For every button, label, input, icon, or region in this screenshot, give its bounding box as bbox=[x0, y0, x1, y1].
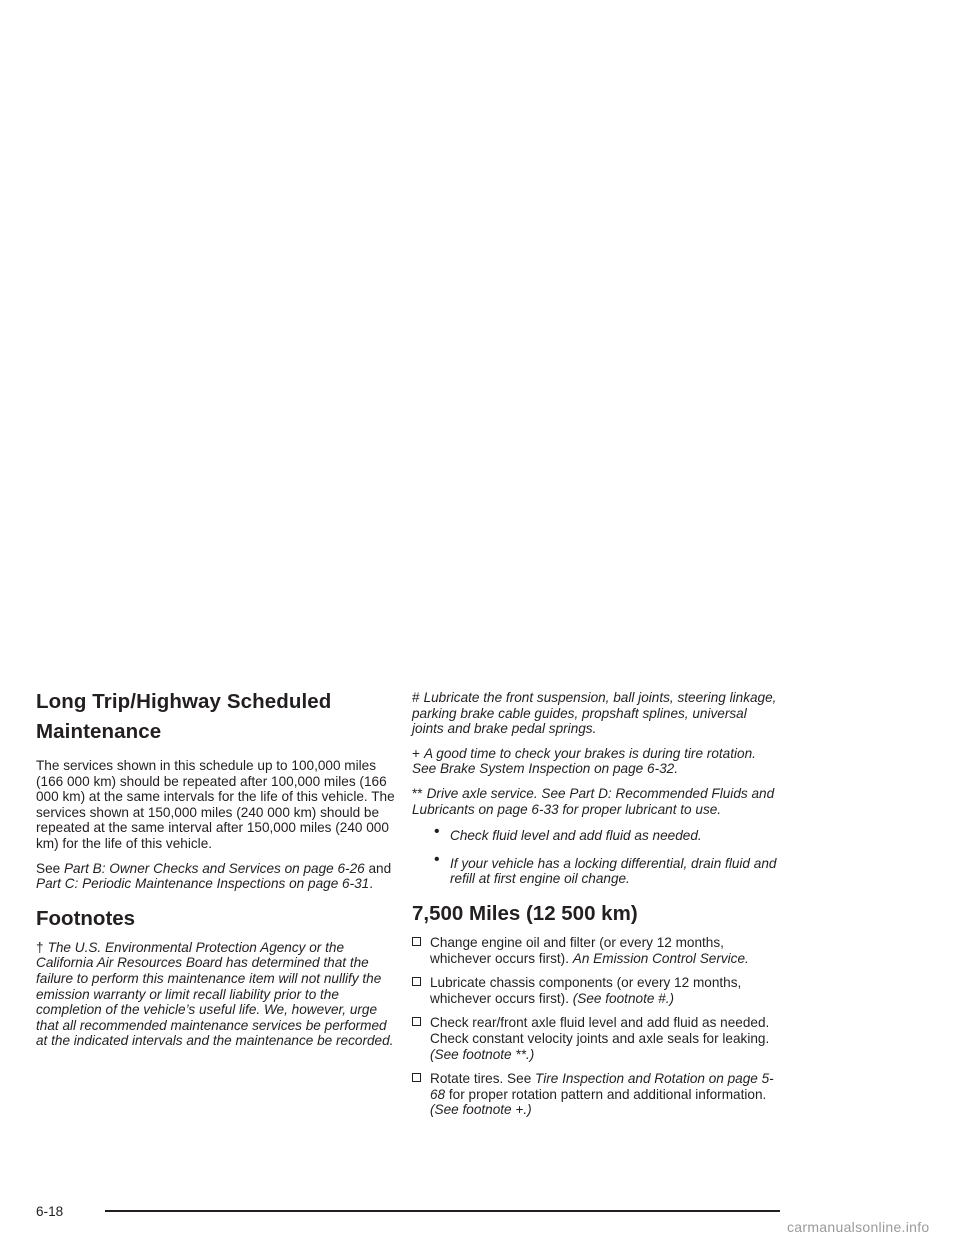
checklist-item bbox=[412, 935, 782, 966]
see-and: and bbox=[368, 860, 392, 876]
rotate-prefix: Rotate tires. See bbox=[430, 1071, 532, 1087]
hash-text: Lubricate the front suspension, ball joints, steering linkage, parking brake cable guides, propshaft splines, universal joints and brake pedal springs. bbox=[412, 690, 777, 737]
dagger-mark: † bbox=[36, 939, 44, 955]
checklist-item bbox=[412, 1015, 782, 1062]
rotate-note: (See footnote +.) bbox=[430, 1102, 532, 1118]
checkbox-icon bbox=[412, 937, 421, 946]
checklist-note: An Emission Control Service. bbox=[572, 950, 749, 966]
dagger-text: The U.S. Environmental Protection Agency or the California Air Resources Board has determined that the failure to perform this maintenance item will not nullify the emission warranty or limit recall liability prior to the completion of the vehicle’s useful life. We, however, urge that all recommended maintenance services be performed at the indicated intervals and the maintenance be recorded. bbox=[36, 939, 394, 1049]
hash-mark: # bbox=[412, 690, 420, 705]
interval-heading: 7,500 Miles (12 500 km) bbox=[412, 901, 638, 925]
checklist-text: Change engine oil and filter (or every 12 months, whichever occurs first). bbox=[430, 934, 724, 966]
footnote-double-star bbox=[412, 786, 782, 817]
checklist-note: (See footnote #.) bbox=[572, 990, 675, 1006]
see-end: . bbox=[369, 876, 374, 892]
checkbox-icon bbox=[412, 1073, 421, 1082]
periodic-inspections-link[interactable]: Part C: Periodic Maintenance Inspections on page 6-31 bbox=[36, 876, 370, 892]
footnote-dagger bbox=[36, 940, 398, 1049]
bullet-text: Check fluid level and add fluid as needed. bbox=[450, 828, 702, 844]
watermark: carmanualsonline.info bbox=[787, 1219, 930, 1235]
checklist-item bbox=[412, 1071, 782, 1118]
checklist-text: Check rear/front axle fluid level and add fluid as needed. Check constant velocity joints and axle seals for leaking. bbox=[430, 1015, 770, 1046]
see-prefix: See bbox=[36, 860, 61, 876]
right-column bbox=[412, 690, 782, 1127]
checklist-text: Lubricate chassis components (or every 12 months, whichever occurs first). bbox=[430, 975, 742, 1006]
checklist-item bbox=[412, 975, 782, 1006]
footnote-plus bbox=[412, 746, 782, 777]
bullet-icon: • bbox=[434, 823, 440, 841]
double-star-text: Drive axle service. See Part D: Recommended Fluids and Lubricants on page 6-33 for proper lubricant to use. bbox=[412, 785, 775, 817]
bullet-item bbox=[434, 823, 782, 844]
bullet-icon: • bbox=[434, 850, 440, 868]
checkbox-icon bbox=[412, 1017, 421, 1026]
checkbox-icon bbox=[412, 977, 421, 986]
bullet-item bbox=[434, 850, 782, 887]
footer-rule bbox=[105, 1210, 780, 1212]
tire-rotation-link[interactable]: Tire Inspection and Rotation on page 5-68 bbox=[430, 1071, 774, 1102]
checklist-note: (See footnote **.) bbox=[430, 1046, 535, 1062]
intro-paragraph: The services shown in this schedule up to 100,000 miles (166 000 km) should be repeated after 100,000 miles (166 000 km) at the same intervals for the life of this vehicle. The services shown at 150,000 miles (240 000 km) should be repeated at the same interval after 150,000 miles (240 000 km) for the life of this vehicle. bbox=[36, 758, 395, 851]
double-star-mark: ** bbox=[412, 785, 423, 801]
see-references bbox=[36, 861, 398, 892]
left-column bbox=[36, 687, 398, 1058]
bullet-text: If your vehicle has a locking differential, drain fluid and refill at first engine oil change. bbox=[450, 855, 777, 887]
owner-checks-link[interactable]: Part B: Owner Checks and Services on page 6-26 bbox=[63, 860, 365, 876]
footnotes-heading: Footnotes bbox=[36, 906, 136, 930]
rotate-middle: for proper rotation pattern and additional information. bbox=[448, 1086, 767, 1102]
footnote-hash bbox=[412, 690, 782, 737]
page-number: 6-18 bbox=[36, 1204, 64, 1219]
plus-text: A good time to check your brakes is during tire rotation. See Brake System Inspection on page 6-32. bbox=[412, 745, 756, 777]
plus-mark: + bbox=[412, 745, 420, 761]
section-title: Long Trip/Highway Scheduled Maintenance bbox=[36, 690, 332, 743]
